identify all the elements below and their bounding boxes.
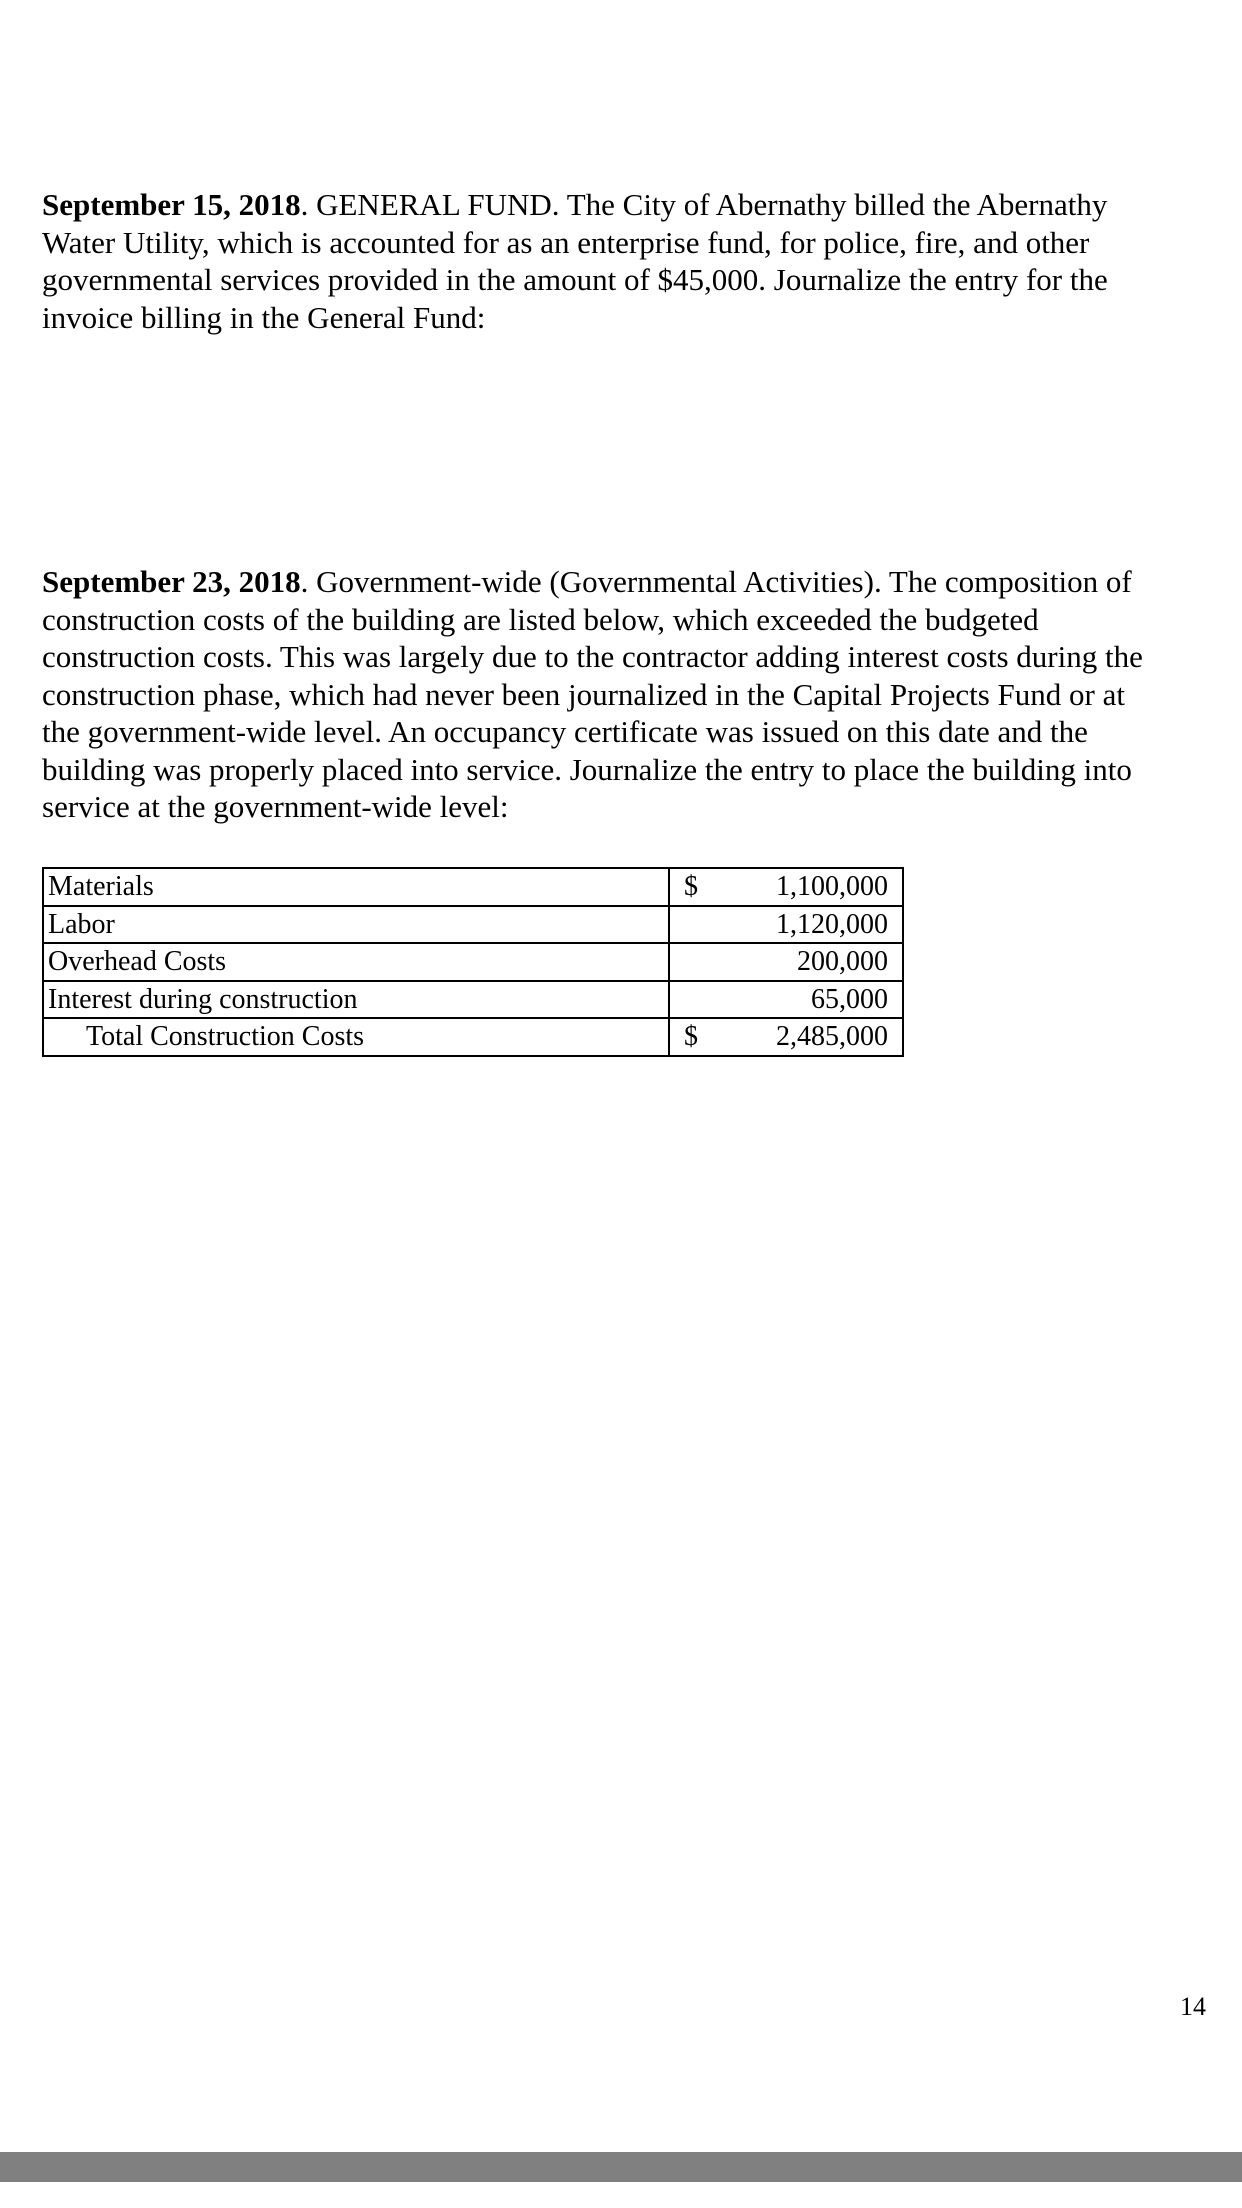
- text-line: the government-wide level. An occupancy certificate was issued on this date and the: [42, 714, 1088, 749]
- amount-cell: [669, 1018, 903, 1056]
- amount-cell: [669, 981, 903, 1019]
- question-date: September 23, 2018: [42, 564, 301, 599]
- government-wide-question: [42, 563, 1222, 826]
- currency-symbol: $: [684, 871, 698, 903]
- page-number: 14: [1180, 1992, 1206, 2021]
- text-span: . GENERAL FUND. The City of Abernathy billed the Abernathy: [300, 187, 1108, 222]
- row-label: Overhead Costs: [43, 943, 669, 981]
- construction-costs-table: [42, 867, 904, 1057]
- text-line: [42, 563, 1222, 601]
- text-line: service at the government-wide level:: [42, 789, 509, 824]
- amount: 200,000: [797, 946, 888, 978]
- amount-cell: [669, 906, 903, 944]
- row-label: Materials: [43, 868, 669, 906]
- text-line: construction phase, which had never been journalized in the Capital Projects Fund or at: [42, 676, 1125, 712]
- amount: 2,485,000: [776, 1021, 888, 1053]
- amount: 1,120,000: [776, 908, 888, 940]
- total-row: [43, 1018, 903, 1056]
- table-row: [43, 943, 903, 981]
- amount-cell: [669, 868, 903, 906]
- text-line: governmental services provided in the amount of $45,000. Journalize the entry for the: [42, 262, 1108, 297]
- text-line: construction costs. This was largely due to the contractor adding interest costs during the: [42, 639, 1143, 674]
- text-line: [42, 186, 1222, 224]
- table-row: [43, 868, 903, 906]
- text-span: . Government-wide (Governmental Activities). The composition of: [300, 564, 1132, 599]
- page-divider-bar: [0, 2152, 1242, 2182]
- amount-cell: [669, 943, 903, 981]
- text-line: invoice billing in the General Fund:: [42, 299, 486, 335]
- question-date: September 15, 2018: [42, 187, 301, 222]
- row-label: Labor: [43, 906, 669, 944]
- currency-symbol: $: [684, 1021, 698, 1053]
- general-fund-question: [42, 186, 1222, 336]
- table-row: [43, 981, 903, 1019]
- text-line: construction costs of the building are listed below, which exceeded the budgeted: [42, 601, 1039, 637]
- row-label: Interest during construction: [43, 981, 669, 1019]
- row-label: Total Construction Costs: [43, 1018, 669, 1056]
- text-line: Water Utility, which is accounted for as an enterprise fund, for police, fire, and other: [42, 224, 1090, 260]
- amount: 65,000: [811, 983, 888, 1015]
- text-line: building was properly placed into service. Journalize the entry to place the building into: [42, 751, 1132, 787]
- amount: 1,100,000: [776, 871, 888, 903]
- table-row: [43, 906, 903, 944]
